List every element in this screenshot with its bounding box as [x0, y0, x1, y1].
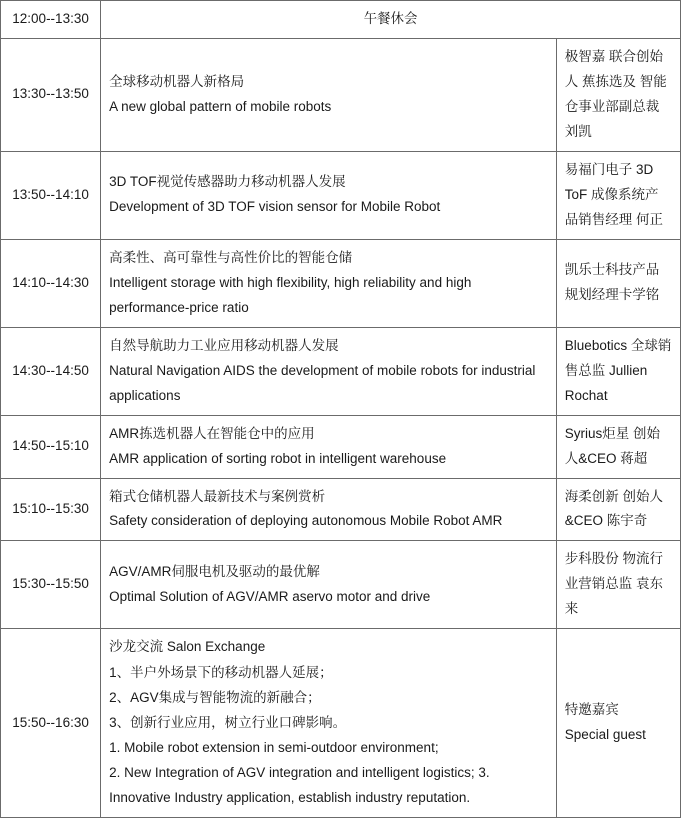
topic-english: Intelligent storage with high flexibility, high reliability and high performance-price ratio — [109, 274, 472, 315]
topic-english: Safety consideration of deploying autonomous Mobile Robot AMR — [109, 513, 503, 529]
table-row — [1, 151, 681, 239]
schedule-body — [1, 1, 681, 818]
cell-speaker: 易福门电子 3D ToF 成像系统产品销售经理 何正 — [556, 151, 680, 239]
salon-item-cn-1: 1、半户外场景下的移动机器人延展； — [109, 665, 333, 681]
cell-time: 15:30--15:50 — [1, 541, 101, 629]
topic-chinese: 全球移动机器人新格局 — [109, 73, 245, 89]
table-row — [1, 629, 681, 818]
cell-topic — [101, 478, 557, 541]
cell-topic — [101, 151, 557, 239]
topic-chinese: 自然导航助力工业应用移动机器人发展 — [109, 337, 339, 353]
topic-chinese: AGV/AMR伺服电机及驱动的最优解 — [109, 563, 320, 579]
cell-topic — [101, 239, 557, 327]
topic-chinese: 高柔性、高可靠性与高性价比的智能仓储 — [109, 249, 353, 265]
cell-speaker: 凯乐士科技产品规划经理卡学铭 — [556, 239, 680, 327]
cell-topic — [101, 415, 557, 478]
cell-time: 13:50--14:10 — [1, 151, 101, 239]
cell-speaker: 步科股份 物流行业营销总监 袁东来 — [556, 541, 680, 629]
cell-lunch-break: 午餐休会 — [101, 1, 681, 39]
table-row — [1, 478, 681, 541]
cell-time: 15:10--15:30 — [1, 478, 101, 541]
cell-speaker: Syrius炬星 创始人&CEO 蒋超 — [556, 415, 680, 478]
topic-english: A new global pattern of mobile robots — [109, 98, 332, 114]
topic-chinese: 箱式仓储机器人最新技术与案例赏析 — [109, 488, 326, 504]
speaker-english: Special guest — [564, 727, 646, 743]
table-row — [1, 38, 681, 151]
topic-english: Development of 3D TOF vision sensor for Mobile Robot — [109, 199, 441, 215]
cell-speaker: 极智嘉 联合创始人 蕉拣选及 智能仓事业部副总裁 刘凯 — [556, 38, 680, 151]
table-row — [1, 1, 681, 39]
topic-chinese: AMR拣选机器人在智能仓中的应用 — [109, 425, 315, 441]
cell-speaker-salon — [556, 629, 680, 818]
table-row — [1, 239, 681, 327]
topic-english: Optimal Solution of AGV/AMR aservo motor and drive — [109, 588, 431, 604]
salon-item-cn-2: 2、AGV集成与智能物流的新融合； — [109, 690, 321, 706]
cell-speaker: Bluebotics 全球销售总监 Jullien Rochat — [556, 327, 680, 415]
cell-topic — [101, 38, 557, 151]
cell-time: 12:00--13:30 — [1, 1, 101, 39]
table-row — [1, 327, 681, 415]
table-row — [1, 541, 681, 629]
cell-time: 14:10--14:30 — [1, 239, 101, 327]
topic-chinese: 3D TOF视觉传感器助力移动机器人发展 — [109, 174, 346, 190]
cell-time: 15:50--16:30 — [1, 629, 101, 818]
cell-speaker: 海柔创新 创始人&CEO 陈宇奇 — [556, 478, 680, 541]
topic-english: Natural Navigation AIDS the development of mobile robots for industrial applications — [109, 362, 536, 403]
salon-item-en-2: 2. New Integration of AGV integration and intelligent logistics; 3. Innovative Industry application, establish industry reputation. — [109, 765, 490, 806]
cell-time: 14:50--15:10 — [1, 415, 101, 478]
salon-item-cn-3: 3、创新行业应用，树立行业口碑影响。 — [109, 715, 347, 731]
table-row — [1, 415, 681, 478]
topic-english: AMR application of sorting robot in intelligent warehouse — [109, 450, 447, 466]
cell-time: 13:30--13:50 — [1, 38, 101, 151]
cell-topic — [101, 327, 557, 415]
cell-time: 14:30--14:50 — [1, 327, 101, 415]
speaker-chinese: 特邀嘉宾 — [564, 702, 619, 718]
cell-topic — [101, 541, 557, 629]
salon-title: 沙龙交流 Salon Exchange — [109, 639, 266, 655]
salon-item-en-1: 1. Mobile robot extension in semi-outdoor environment; — [109, 740, 439, 756]
cell-topic-salon — [101, 629, 557, 818]
